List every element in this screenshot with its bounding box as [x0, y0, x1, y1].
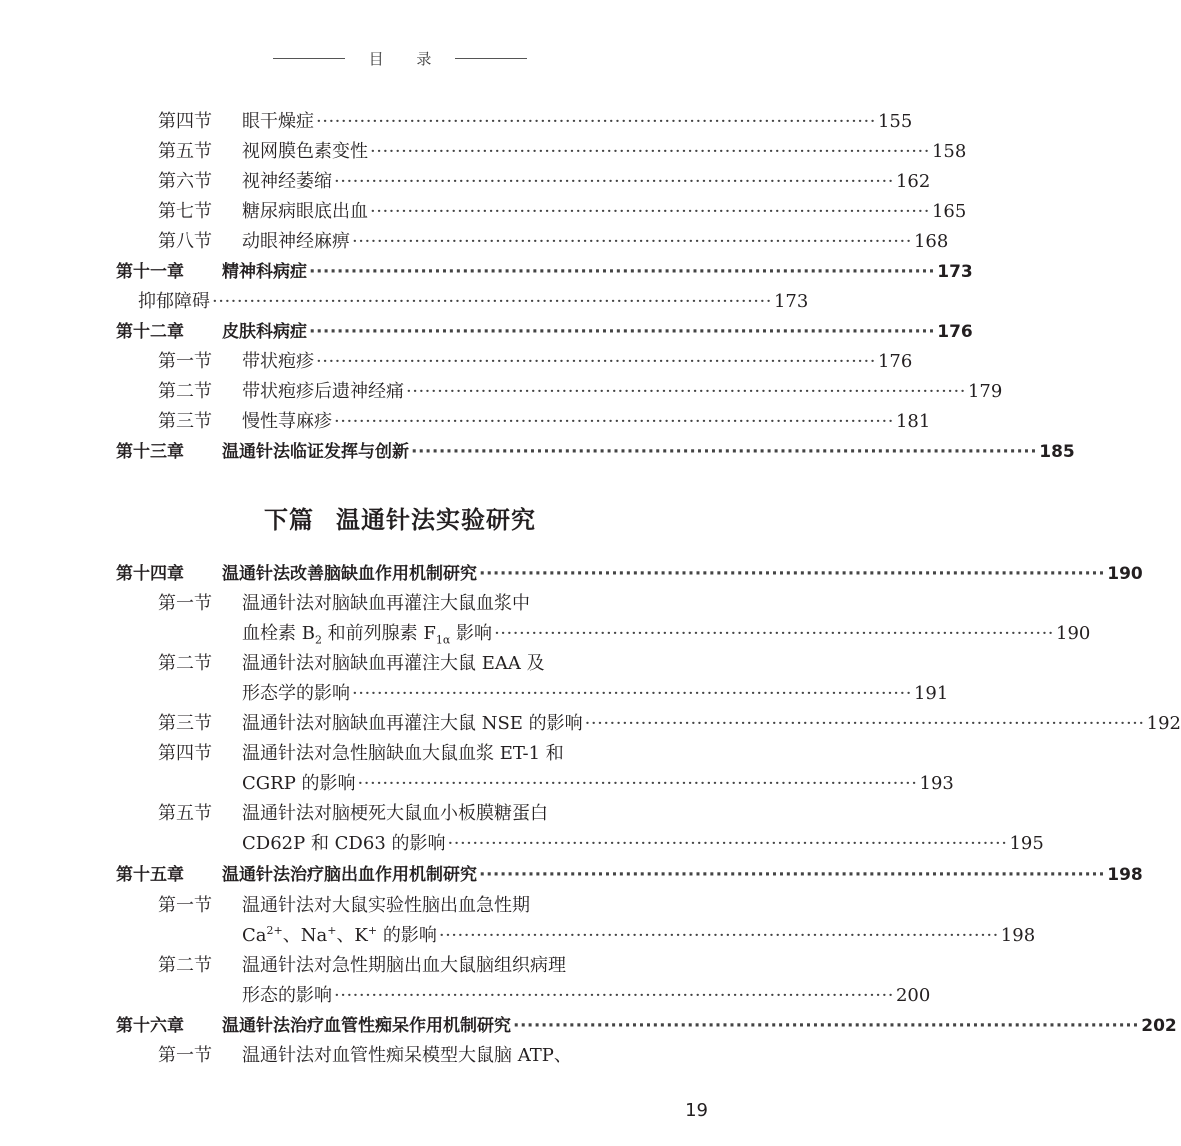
- entry-number: 第二节: [158, 653, 212, 674]
- toc-chapter[interactable]: [0, 317, 973, 347]
- header-title: 目 录: [368, 49, 446, 68]
- entry-title: 慢性荨麻疹: [242, 411, 332, 432]
- entry-page: 185: [1039, 442, 1075, 462]
- entry-page: 165: [931, 201, 967, 222]
- entry-number: 第七节: [158, 201, 212, 222]
- entry-title-line2: 形态学的影响: [242, 683, 350, 704]
- entry-page: 190: [1056, 623, 1091, 644]
- entry-page: 158: [931, 141, 967, 162]
- chapter-number: 第十三章: [116, 442, 184, 462]
- dot-leader: ··························································································: [352, 683, 912, 704]
- entry-page: 190: [1107, 564, 1143, 584]
- entry-page: 168: [913, 231, 949, 252]
- entry-number: 第一节: [158, 895, 212, 916]
- entry-page: 195: [1009, 833, 1044, 854]
- chapter-number: 第十六章: [116, 1016, 184, 1036]
- entry-title: 温通针法对大鼠实验性脑出血急性期: [242, 895, 530, 916]
- toc-entry[interactable]: [158, 891, 530, 921]
- entry-number: 第八节: [158, 231, 212, 252]
- part-title-prefix: 下篇: [264, 505, 314, 534]
- entry-page: 176: [937, 322, 973, 342]
- entry-number: 第六节: [158, 171, 212, 192]
- entry-title: 动眼神经麻痹: [242, 231, 350, 252]
- entry-title-line2: 血栓素 B: [242, 623, 315, 644]
- dot-leader: ··························································································: [447, 833, 1008, 854]
- entry-page: 198: [1000, 925, 1036, 946]
- toc-entry-continuation[interactable]: [0, 921, 1036, 951]
- entry-page: 155: [877, 111, 913, 132]
- dot-leader: ··························································································: [309, 322, 936, 342]
- dot-leader: ··························································································: [357, 773, 918, 794]
- entry-title: 温通针法对血管性痴呆模型大鼠脑 ATP、: [242, 1045, 572, 1066]
- entry-title: 视神经萎缩: [242, 171, 332, 192]
- entry-title: 带状疱疹: [242, 351, 314, 372]
- entry-title-line2: Ca: [242, 925, 267, 946]
- chapter-number: 第十四章: [116, 564, 184, 584]
- toc-entry[interactable]: [0, 227, 949, 257]
- entry-number: 第二节: [158, 955, 212, 976]
- dot-leader: ··························································································: [352, 231, 912, 252]
- entry-page: 198: [1107, 865, 1143, 885]
- toc-entry[interactable]: [0, 137, 967, 167]
- entry-number: 第二节: [158, 381, 212, 402]
- entry-title-line2-end: 影响: [450, 623, 493, 644]
- chapter-title: 温通针法治疗血管性痴呆作用机制研究: [222, 1016, 511, 1036]
- toc-entry[interactable]: [158, 799, 548, 829]
- entry-number: 第五节: [158, 141, 212, 162]
- chapter-title: 温通针法治疗脑出血作用机制研究: [222, 865, 477, 885]
- toc-entry[interactable]: [158, 739, 564, 769]
- entry-page: 173: [937, 262, 973, 282]
- page-number: 19: [685, 1100, 708, 1121]
- toc-entry[interactable]: [0, 197, 967, 227]
- toc-chapter[interactable]: [0, 1011, 1177, 1041]
- entry-page: 202: [1141, 1016, 1177, 1036]
- toc-entry[interactable]: [158, 951, 566, 981]
- entry-page: 191: [913, 683, 949, 704]
- entry-page: 176: [877, 351, 913, 372]
- toc-entry[interactable]: [0, 377, 1003, 407]
- dot-leader: ··························································································: [316, 111, 876, 132]
- entry-number: 第一节: [158, 351, 212, 372]
- dot-leader: ··························································································: [334, 411, 894, 432]
- dot-leader: ··························································································: [479, 865, 1106, 885]
- toc-header: [0, 46, 800, 70]
- toc-entry[interactable]: [0, 709, 1181, 739]
- toc-chapter[interactable]: [0, 559, 1143, 589]
- entry-title: 温通针法对脑缺血再灌注大鼠血浆中: [242, 593, 530, 614]
- toc-entry[interactable]: [0, 167, 931, 197]
- entry-title: 温通针法对急性期脑出血大鼠脑组织病理: [242, 955, 566, 976]
- entry-title-line2-part: 、Na: [282, 925, 328, 946]
- dot-leader: ··························································································: [584, 713, 1145, 734]
- part-title: [0, 500, 800, 535]
- toc-entry[interactable]: [158, 589, 530, 619]
- entry-title: 抑郁障碍: [138, 291, 210, 312]
- toc-chapter[interactable]: [0, 437, 1075, 467]
- entry-number: 第一节: [158, 593, 212, 614]
- dot-leader: ··························································································: [411, 442, 1038, 462]
- dot-leader: ··························································································: [370, 141, 930, 162]
- toc-entry-continuation[interactable]: [0, 829, 1044, 859]
- toc-entry[interactable]: [158, 1041, 572, 1071]
- header-rule-right: [455, 58, 527, 59]
- entry-page: 200: [895, 985, 931, 1006]
- entry-title: 温通针法对脑梗死大鼠血小板膜糖蛋白: [242, 803, 548, 824]
- entry-title-line2-part: 、K: [336, 925, 368, 946]
- superscript: 2+: [266, 924, 283, 937]
- entry-title-line2-end: 的影响: [377, 925, 437, 946]
- entry-title: 温通针法对急性脑缺血大鼠血浆 ET-1 和: [242, 743, 564, 764]
- entry-title-line2: CGRP 的影响: [242, 773, 356, 794]
- subscript: 2: [314, 633, 322, 647]
- header-rule-left: [273, 58, 345, 59]
- entry-number: 第四节: [158, 111, 212, 132]
- entry-number: 第三节: [158, 713, 212, 734]
- entry-page: 192: [1146, 713, 1181, 734]
- entry-page: 162: [895, 171, 931, 192]
- entry-number: 第四节: [158, 743, 212, 764]
- toc-entry-continuation[interactable]: [0, 619, 1091, 649]
- dot-leader: ··························································································: [406, 381, 966, 402]
- dot-leader: ··························································································: [479, 564, 1106, 584]
- dot-leader: ··························································································: [212, 291, 772, 312]
- toc-entry[interactable]: [158, 649, 545, 679]
- dot-leader: ··························································································: [316, 351, 876, 372]
- entry-page: 181: [895, 411, 931, 432]
- toc-chapter[interactable]: [0, 257, 973, 287]
- entry-number: 第五节: [158, 803, 212, 824]
- toc-entry[interactable]: [0, 287, 809, 317]
- entry-title: 温通针法对脑缺血再灌注大鼠 NSE 的影响: [242, 713, 583, 734]
- superscript: +: [327, 924, 337, 937]
- toc-entry-continuation[interactable]: [0, 981, 931, 1011]
- dot-leader: ··························································································: [334, 171, 894, 192]
- toc-entry[interactable]: [0, 347, 913, 377]
- entry-title: 糖尿病眼底出血: [242, 201, 368, 222]
- entry-page: 173: [773, 291, 809, 312]
- entry-page: 179: [967, 381, 1003, 402]
- chapter-title: 精神科病症: [222, 262, 307, 282]
- dot-leader: ··························································································: [334, 985, 894, 1006]
- entry-title: 视网膜色素变性: [242, 141, 368, 162]
- entry-title-line2: 形态的影响: [242, 985, 332, 1006]
- chapter-title: 皮肤科病症: [222, 322, 307, 342]
- chapter-title: 温通针法临证发挥与创新: [222, 442, 409, 462]
- entry-title-line2: CD62P 和 CD63 的影响: [242, 833, 446, 854]
- chapter-number: 第十一章: [116, 262, 184, 282]
- dot-leader: ··························································································: [438, 925, 999, 946]
- dot-leader: ··························································································: [370, 201, 930, 222]
- entry-title: 带状疱疹后遗神经痛: [242, 381, 404, 402]
- chapter-number: 第十二章: [116, 322, 184, 342]
- subscript: 1α: [435, 633, 451, 647]
- entry-title-line2-part: 和前列腺素 F: [321, 623, 436, 644]
- entry-title: 温通针法对脑缺血再灌注大鼠 EAA 及: [242, 653, 545, 674]
- chapter-number: 第十五章: [116, 865, 184, 885]
- entry-number: 第三节: [158, 411, 212, 432]
- entry-page: 193: [919, 773, 954, 794]
- toc-entry[interactable]: [0, 407, 931, 437]
- superscript: +: [367, 924, 378, 937]
- toc-entry-continuation[interactable]: [0, 769, 954, 799]
- toc-chapter[interactable]: [0, 860, 1143, 890]
- toc-entry[interactable]: [0, 107, 913, 137]
- entry-number: 第一节: [158, 1045, 212, 1066]
- dot-leader: ··························································································: [513, 1016, 1140, 1036]
- part-title-main: 温通针法实验研究: [336, 505, 536, 534]
- dot-leader: ··························································································: [309, 262, 936, 282]
- chapter-title: 温通针法改善脑缺血作用机制研究: [222, 564, 477, 584]
- entry-title: 眼干燥症: [242, 111, 314, 132]
- toc-entry-continuation[interactable]: [0, 679, 949, 709]
- dot-leader: ··························································································: [494, 623, 1055, 644]
